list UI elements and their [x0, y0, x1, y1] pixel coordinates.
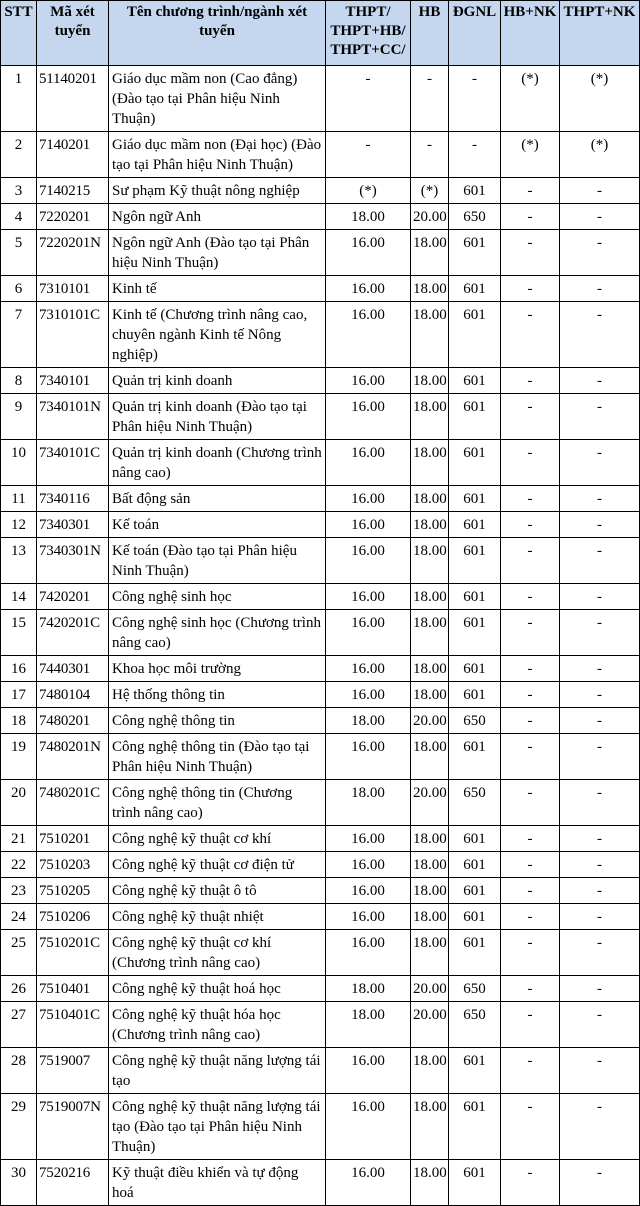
cell-stt: 21 [1, 826, 37, 852]
cell-program-name: Công nghệ thông tin [109, 708, 326, 734]
cell-code: 7420201C [37, 610, 109, 656]
header-thpt-nk: THPT+NK [560, 1, 640, 66]
cell-thpt: 16.00 [326, 486, 411, 512]
cell-code: 7220201N [37, 230, 109, 276]
cell-dgnl: 601 [449, 486, 501, 512]
table-row [1, 178, 640, 204]
cell-thpt-nk: - [560, 204, 640, 230]
table-row [1, 512, 640, 538]
cell-hb: - [411, 66, 449, 132]
cell-hb-nk: - [501, 878, 560, 904]
cell-stt: 29 [1, 1094, 37, 1160]
cell-dgnl: 601 [449, 1160, 501, 1206]
table-row [1, 538, 640, 584]
cell-hb-nk: (*) [501, 132, 560, 178]
cell-thpt-nk: - [560, 780, 640, 826]
header-hb: HB [411, 1, 449, 66]
cell-thpt-nk: - [560, 1048, 640, 1094]
cell-hb-nk: - [501, 904, 560, 930]
cell-thpt-nk: - [560, 878, 640, 904]
table-row [1, 780, 640, 826]
cell-hb: 18.00 [411, 276, 449, 302]
cell-program-name: Giáo dục mầm non (Cao đẳng) (Đào tạo tại Phân hiệu Ninh Thuận) [109, 66, 326, 132]
cell-hb: 18.00 [411, 682, 449, 708]
cell-stt: 10 [1, 440, 37, 486]
cell-stt: 17 [1, 682, 37, 708]
cell-hb-nk: - [501, 302, 560, 368]
cell-code: 7340301N [37, 538, 109, 584]
table-row [1, 66, 640, 132]
cell-hb-nk: - [501, 976, 560, 1002]
cell-program-name: Sư phạm Kỹ thuật nông nghiệp [109, 178, 326, 204]
cell-thpt: 16.00 [326, 682, 411, 708]
cell-stt: 2 [1, 132, 37, 178]
cell-dgnl: 601 [449, 584, 501, 610]
header-hb-nk: HB+NK [501, 1, 560, 66]
cell-stt: 20 [1, 780, 37, 826]
cell-code: 7520216 [37, 1160, 109, 1206]
cell-hb: 18.00 [411, 734, 449, 780]
cell-dgnl: 601 [449, 656, 501, 682]
cell-thpt-nk: - [560, 230, 640, 276]
cell-hb: 18.00 [411, 440, 449, 486]
table-row [1, 930, 640, 976]
cell-code: 7340101 [37, 368, 109, 394]
cell-thpt: 16.00 [326, 656, 411, 682]
cell-program-name: Công nghệ kỹ thuật nhiệt [109, 904, 326, 930]
cell-hb-nk: - [501, 734, 560, 780]
cell-dgnl: 650 [449, 780, 501, 826]
table-row [1, 132, 640, 178]
cell-hb: 18.00 [411, 852, 449, 878]
cell-dgnl: 601 [449, 1048, 501, 1094]
cell-program-name: Kế toán (Đào tạo tại Phân hiệu Ninh Thuận) [109, 538, 326, 584]
cell-thpt: 16.00 [326, 1048, 411, 1094]
cell-thpt: 16.00 [326, 440, 411, 486]
table-row [1, 904, 640, 930]
cell-thpt: 18.00 [326, 708, 411, 734]
table-row [1, 394, 640, 440]
cell-dgnl: - [449, 132, 501, 178]
cell-stt: 30 [1, 1160, 37, 1206]
cell-stt: 16 [1, 656, 37, 682]
cell-dgnl: 601 [449, 394, 501, 440]
cell-thpt-nk: - [560, 368, 640, 394]
cell-stt: 7 [1, 302, 37, 368]
cell-program-name: Khoa học môi trường [109, 656, 326, 682]
table-row [1, 204, 640, 230]
header-code: Mã xét tuyển [37, 1, 109, 66]
cell-program-name: Quản trị kinh doanh (Chương trình nâng cao) [109, 440, 326, 486]
cell-thpt-nk: - [560, 852, 640, 878]
cell-program-name: Ngôn ngữ Anh (Đào tạo tại Phân hiệu Ninh Thuận) [109, 230, 326, 276]
cell-code: 7480201 [37, 708, 109, 734]
table-row [1, 302, 640, 368]
cell-stt: 12 [1, 512, 37, 538]
cell-hb: 18.00 [411, 904, 449, 930]
cell-thpt: 16.00 [326, 276, 411, 302]
cell-stt: 11 [1, 486, 37, 512]
cell-hb-nk: - [501, 1094, 560, 1160]
table-row [1, 1002, 640, 1048]
cell-stt: 4 [1, 204, 37, 230]
cell-code: 7140201 [37, 132, 109, 178]
cell-code: 7310101 [37, 276, 109, 302]
cell-hb-nk: - [501, 276, 560, 302]
cell-stt: 8 [1, 368, 37, 394]
cell-thpt-nk: - [560, 486, 640, 512]
cell-dgnl: 601 [449, 852, 501, 878]
cell-thpt: 16.00 [326, 930, 411, 976]
cell-stt: 22 [1, 852, 37, 878]
cell-dgnl: 601 [449, 538, 501, 584]
cell-stt: 26 [1, 976, 37, 1002]
cell-hb: 20.00 [411, 204, 449, 230]
cell-hb-nk: - [501, 708, 560, 734]
cell-hb: 18.00 [411, 302, 449, 368]
cell-dgnl: 601 [449, 930, 501, 976]
table-row [1, 276, 640, 302]
cell-thpt-nk: - [560, 538, 640, 584]
cell-code: 51140201 [37, 66, 109, 132]
cell-thpt: (*) [326, 178, 411, 204]
cell-thpt: 16.00 [326, 394, 411, 440]
cell-program-name: Công nghệ thông tin (Đào tạo tại Phân hiệu Ninh Thuận) [109, 734, 326, 780]
cell-hb: 18.00 [411, 826, 449, 852]
cell-hb: 18.00 [411, 878, 449, 904]
cell-thpt-nk: - [560, 708, 640, 734]
cell-code: 7510201C [37, 930, 109, 976]
cell-stt: 18 [1, 708, 37, 734]
cell-stt: 24 [1, 904, 37, 930]
cell-dgnl: 601 [449, 368, 501, 394]
cell-program-name: Quản trị kinh doanh [109, 368, 326, 394]
cell-hb-nk: - [501, 486, 560, 512]
cell-hb: 18.00 [411, 486, 449, 512]
cell-thpt-nk: - [560, 904, 640, 930]
cell-dgnl: 650 [449, 1002, 501, 1048]
header-stt: STT [1, 1, 37, 66]
cell-hb-nk: - [501, 512, 560, 538]
cell-hb-nk: - [501, 394, 560, 440]
cell-stt: 23 [1, 878, 37, 904]
cell-code: 7440301 [37, 656, 109, 682]
cell-hb: 18.00 [411, 394, 449, 440]
cell-thpt: - [326, 66, 411, 132]
table-row [1, 1094, 640, 1160]
cell-hb-nk: - [501, 178, 560, 204]
table-row [1, 734, 640, 780]
cell-dgnl: 601 [449, 178, 501, 204]
cell-thpt: 16.00 [326, 852, 411, 878]
cell-code: 7340301 [37, 512, 109, 538]
cell-hb-nk: - [501, 204, 560, 230]
table-row [1, 440, 640, 486]
cell-thpt-nk: - [560, 440, 640, 486]
cell-hb: 18.00 [411, 1094, 449, 1160]
cell-dgnl: - [449, 66, 501, 132]
cell-program-name: Công nghệ kỹ thuật hoá học [109, 976, 326, 1002]
cell-hb: (*) [411, 178, 449, 204]
cell-hb-nk: - [501, 1160, 560, 1206]
cell-thpt: 16.00 [326, 538, 411, 584]
cell-hb: 18.00 [411, 368, 449, 394]
cell-thpt: 16.00 [326, 368, 411, 394]
cell-dgnl: 601 [449, 734, 501, 780]
table-body [1, 66, 640, 1206]
cell-stt: 5 [1, 230, 37, 276]
cell-thpt: 16.00 [326, 904, 411, 930]
table-row [1, 656, 640, 682]
cell-code: 7510401 [37, 976, 109, 1002]
cell-hb: 18.00 [411, 538, 449, 584]
cell-code: 7140215 [37, 178, 109, 204]
cell-thpt-nk: - [560, 276, 640, 302]
header-row [1, 1, 640, 66]
cell-thpt-nk: - [560, 1002, 640, 1048]
header-thpt: THPT/ THPT+HB/ THPT+CC/ [326, 1, 411, 66]
cell-code: 7510205 [37, 878, 109, 904]
table-row [1, 682, 640, 708]
cell-hb: 18.00 [411, 610, 449, 656]
cell-program-name: Kỹ thuật điều khiển và tự động hoá [109, 1160, 326, 1206]
cell-dgnl: 601 [449, 878, 501, 904]
cell-program-name: Quản trị kinh doanh (Đào tạo tại Phân hiệu Ninh Thuận) [109, 394, 326, 440]
cell-stt: 6 [1, 276, 37, 302]
table-row [1, 230, 640, 276]
cell-dgnl: 601 [449, 1094, 501, 1160]
cell-stt: 1 [1, 66, 37, 132]
cell-program-name: Công nghệ kỹ thuật cơ khí (Chương trình nâng cao) [109, 930, 326, 976]
cell-code: 7480201N [37, 734, 109, 780]
cell-thpt-nk: - [560, 976, 640, 1002]
cell-hb: 18.00 [411, 512, 449, 538]
cell-thpt-nk: - [560, 584, 640, 610]
cell-thpt-nk: - [560, 302, 640, 368]
cell-dgnl: 601 [449, 610, 501, 656]
cell-stt: 27 [1, 1002, 37, 1048]
cell-stt: 3 [1, 178, 37, 204]
cell-thpt: 16.00 [326, 1094, 411, 1160]
cell-program-name: Công nghệ kỹ thuật ô tô [109, 878, 326, 904]
table-row [1, 878, 640, 904]
cell-code: 7510401C [37, 1002, 109, 1048]
table-row [1, 826, 640, 852]
cell-code: 7220201 [37, 204, 109, 230]
cell-thpt-nk: - [560, 512, 640, 538]
cell-hb-nk: - [501, 930, 560, 976]
cell-hb: 18.00 [411, 1160, 449, 1206]
cell-hb: 20.00 [411, 708, 449, 734]
cell-hb-nk: - [501, 230, 560, 276]
cell-dgnl: 650 [449, 976, 501, 1002]
cell-hb: 18.00 [411, 656, 449, 682]
cell-hb-nk: - [501, 682, 560, 708]
cell-program-name: Kinh tế (Chương trình nâng cao, chuyên ngành Kinh tế Nông nghiệp) [109, 302, 326, 368]
cell-thpt: 16.00 [326, 610, 411, 656]
table-row [1, 486, 640, 512]
cell-program-name: Công nghệ kỹ thuật năng lượng tái tạo (Đào tạo tại Phân hiệu Ninh Thuận) [109, 1094, 326, 1160]
cell-thpt: 16.00 [326, 302, 411, 368]
cell-dgnl: 601 [449, 276, 501, 302]
table-row [1, 852, 640, 878]
cell-code: 7340116 [37, 486, 109, 512]
cell-hb-nk: - [501, 440, 560, 486]
cell-hb-nk: - [501, 656, 560, 682]
cell-thpt: 16.00 [326, 826, 411, 852]
header-dgnl: ĐGNL [449, 1, 501, 66]
cell-hb: 20.00 [411, 780, 449, 826]
cell-hb: - [411, 132, 449, 178]
cell-hb-nk: - [501, 610, 560, 656]
cell-code: 7510206 [37, 904, 109, 930]
cell-dgnl: 601 [449, 682, 501, 708]
cell-hb: 18.00 [411, 930, 449, 976]
cell-thpt-nk: - [560, 1094, 640, 1160]
cell-stt: 13 [1, 538, 37, 584]
cell-thpt-nk: - [560, 610, 640, 656]
cell-program-name: Công nghệ kỹ thuật năng lượng tái tạo [109, 1048, 326, 1094]
cell-thpt-nk: - [560, 682, 640, 708]
cell-dgnl: 601 [449, 302, 501, 368]
cell-code: 7519007N [37, 1094, 109, 1160]
cell-hb-nk: - [501, 1048, 560, 1094]
cell-thpt: 16.00 [326, 230, 411, 276]
cell-dgnl: 601 [449, 512, 501, 538]
cell-thpt: 16.00 [326, 512, 411, 538]
cell-dgnl: 601 [449, 230, 501, 276]
cell-stt: 25 [1, 930, 37, 976]
cell-code: 7510201 [37, 826, 109, 852]
cell-thpt-nk: - [560, 1160, 640, 1206]
cell-code: 7519007 [37, 1048, 109, 1094]
cell-thpt: 16.00 [326, 734, 411, 780]
cell-code: 7340101N [37, 394, 109, 440]
table-row [1, 368, 640, 394]
cell-hb-nk: - [501, 1002, 560, 1048]
cell-hb-nk: - [501, 780, 560, 826]
cell-program-name: Kinh tế [109, 276, 326, 302]
cell-program-name: Giáo dục mầm non (Đại học) (Đào tạo tại Phân hiệu Ninh Thuận) [109, 132, 326, 178]
table-row [1, 1160, 640, 1206]
cell-thpt-nk: - [560, 394, 640, 440]
cell-program-name: Bất động sản [109, 486, 326, 512]
cell-thpt: 16.00 [326, 584, 411, 610]
cell-dgnl: 650 [449, 708, 501, 734]
cell-thpt: 18.00 [326, 204, 411, 230]
cell-dgnl: 601 [449, 904, 501, 930]
cell-stt: 28 [1, 1048, 37, 1094]
cell-code: 7420201 [37, 584, 109, 610]
cell-hb: 20.00 [411, 1002, 449, 1048]
cell-hb: 20.00 [411, 976, 449, 1002]
header-program-name: Tên chương trình/ngành xét tuyển [109, 1, 326, 66]
cell-hb-nk: (*) [501, 66, 560, 132]
cell-hb-nk: - [501, 368, 560, 394]
table-row [1, 584, 640, 610]
cell-stt: 15 [1, 610, 37, 656]
cell-hb: 18.00 [411, 584, 449, 610]
cell-program-name: Công nghệ thông tin (Chương trình nâng cao) [109, 780, 326, 826]
cell-dgnl: 601 [449, 826, 501, 852]
cell-program-name: Công nghệ sinh học (Chương trình nâng cao) [109, 610, 326, 656]
cell-thpt: 16.00 [326, 878, 411, 904]
cell-program-name: Ngôn ngữ Anh [109, 204, 326, 230]
cell-thpt-nk: - [560, 734, 640, 780]
cell-program-name: Công nghệ kỹ thuật cơ điện tử [109, 852, 326, 878]
cell-code: 7510203 [37, 852, 109, 878]
cell-dgnl: 601 [449, 440, 501, 486]
cell-thpt-nk: - [560, 178, 640, 204]
cell-code: 7480104 [37, 682, 109, 708]
cell-program-name: Kế toán [109, 512, 326, 538]
cell-thpt-nk: (*) [560, 66, 640, 132]
cell-stt: 19 [1, 734, 37, 780]
cell-hb-nk: - [501, 826, 560, 852]
cell-code: 7480201C [37, 780, 109, 826]
cell-hb-nk: - [501, 538, 560, 584]
cell-thpt: 18.00 [326, 976, 411, 1002]
cell-thpt-nk: - [560, 826, 640, 852]
cell-thpt-nk: (*) [560, 132, 640, 178]
cell-program-name: Công nghệ kỹ thuật hóa học (Chương trình nâng cao) [109, 1002, 326, 1048]
cell-program-name: Công nghệ sinh học [109, 584, 326, 610]
cell-hb-nk: - [501, 584, 560, 610]
cell-thpt-nk: - [560, 656, 640, 682]
cell-thpt-nk: - [560, 930, 640, 976]
cell-stt: 9 [1, 394, 37, 440]
cell-hb: 18.00 [411, 1048, 449, 1094]
cell-code: 7310101C [37, 302, 109, 368]
cell-thpt: 18.00 [326, 1002, 411, 1048]
cell-program-name: Hệ thống thông tin [109, 682, 326, 708]
cell-thpt: - [326, 132, 411, 178]
cell-thpt: 16.00 [326, 1160, 411, 1206]
cell-hb-nk: - [501, 852, 560, 878]
cell-thpt: 18.00 [326, 780, 411, 826]
table-row [1, 610, 640, 656]
cell-dgnl: 650 [449, 204, 501, 230]
table-row [1, 1048, 640, 1094]
cell-code: 7340101C [37, 440, 109, 486]
cell-program-name: Công nghệ kỹ thuật cơ khí [109, 826, 326, 852]
cell-hb: 18.00 [411, 230, 449, 276]
cell-stt: 14 [1, 584, 37, 610]
table-row [1, 976, 640, 1002]
table-row [1, 708, 640, 734]
table-header [1, 1, 640, 66]
